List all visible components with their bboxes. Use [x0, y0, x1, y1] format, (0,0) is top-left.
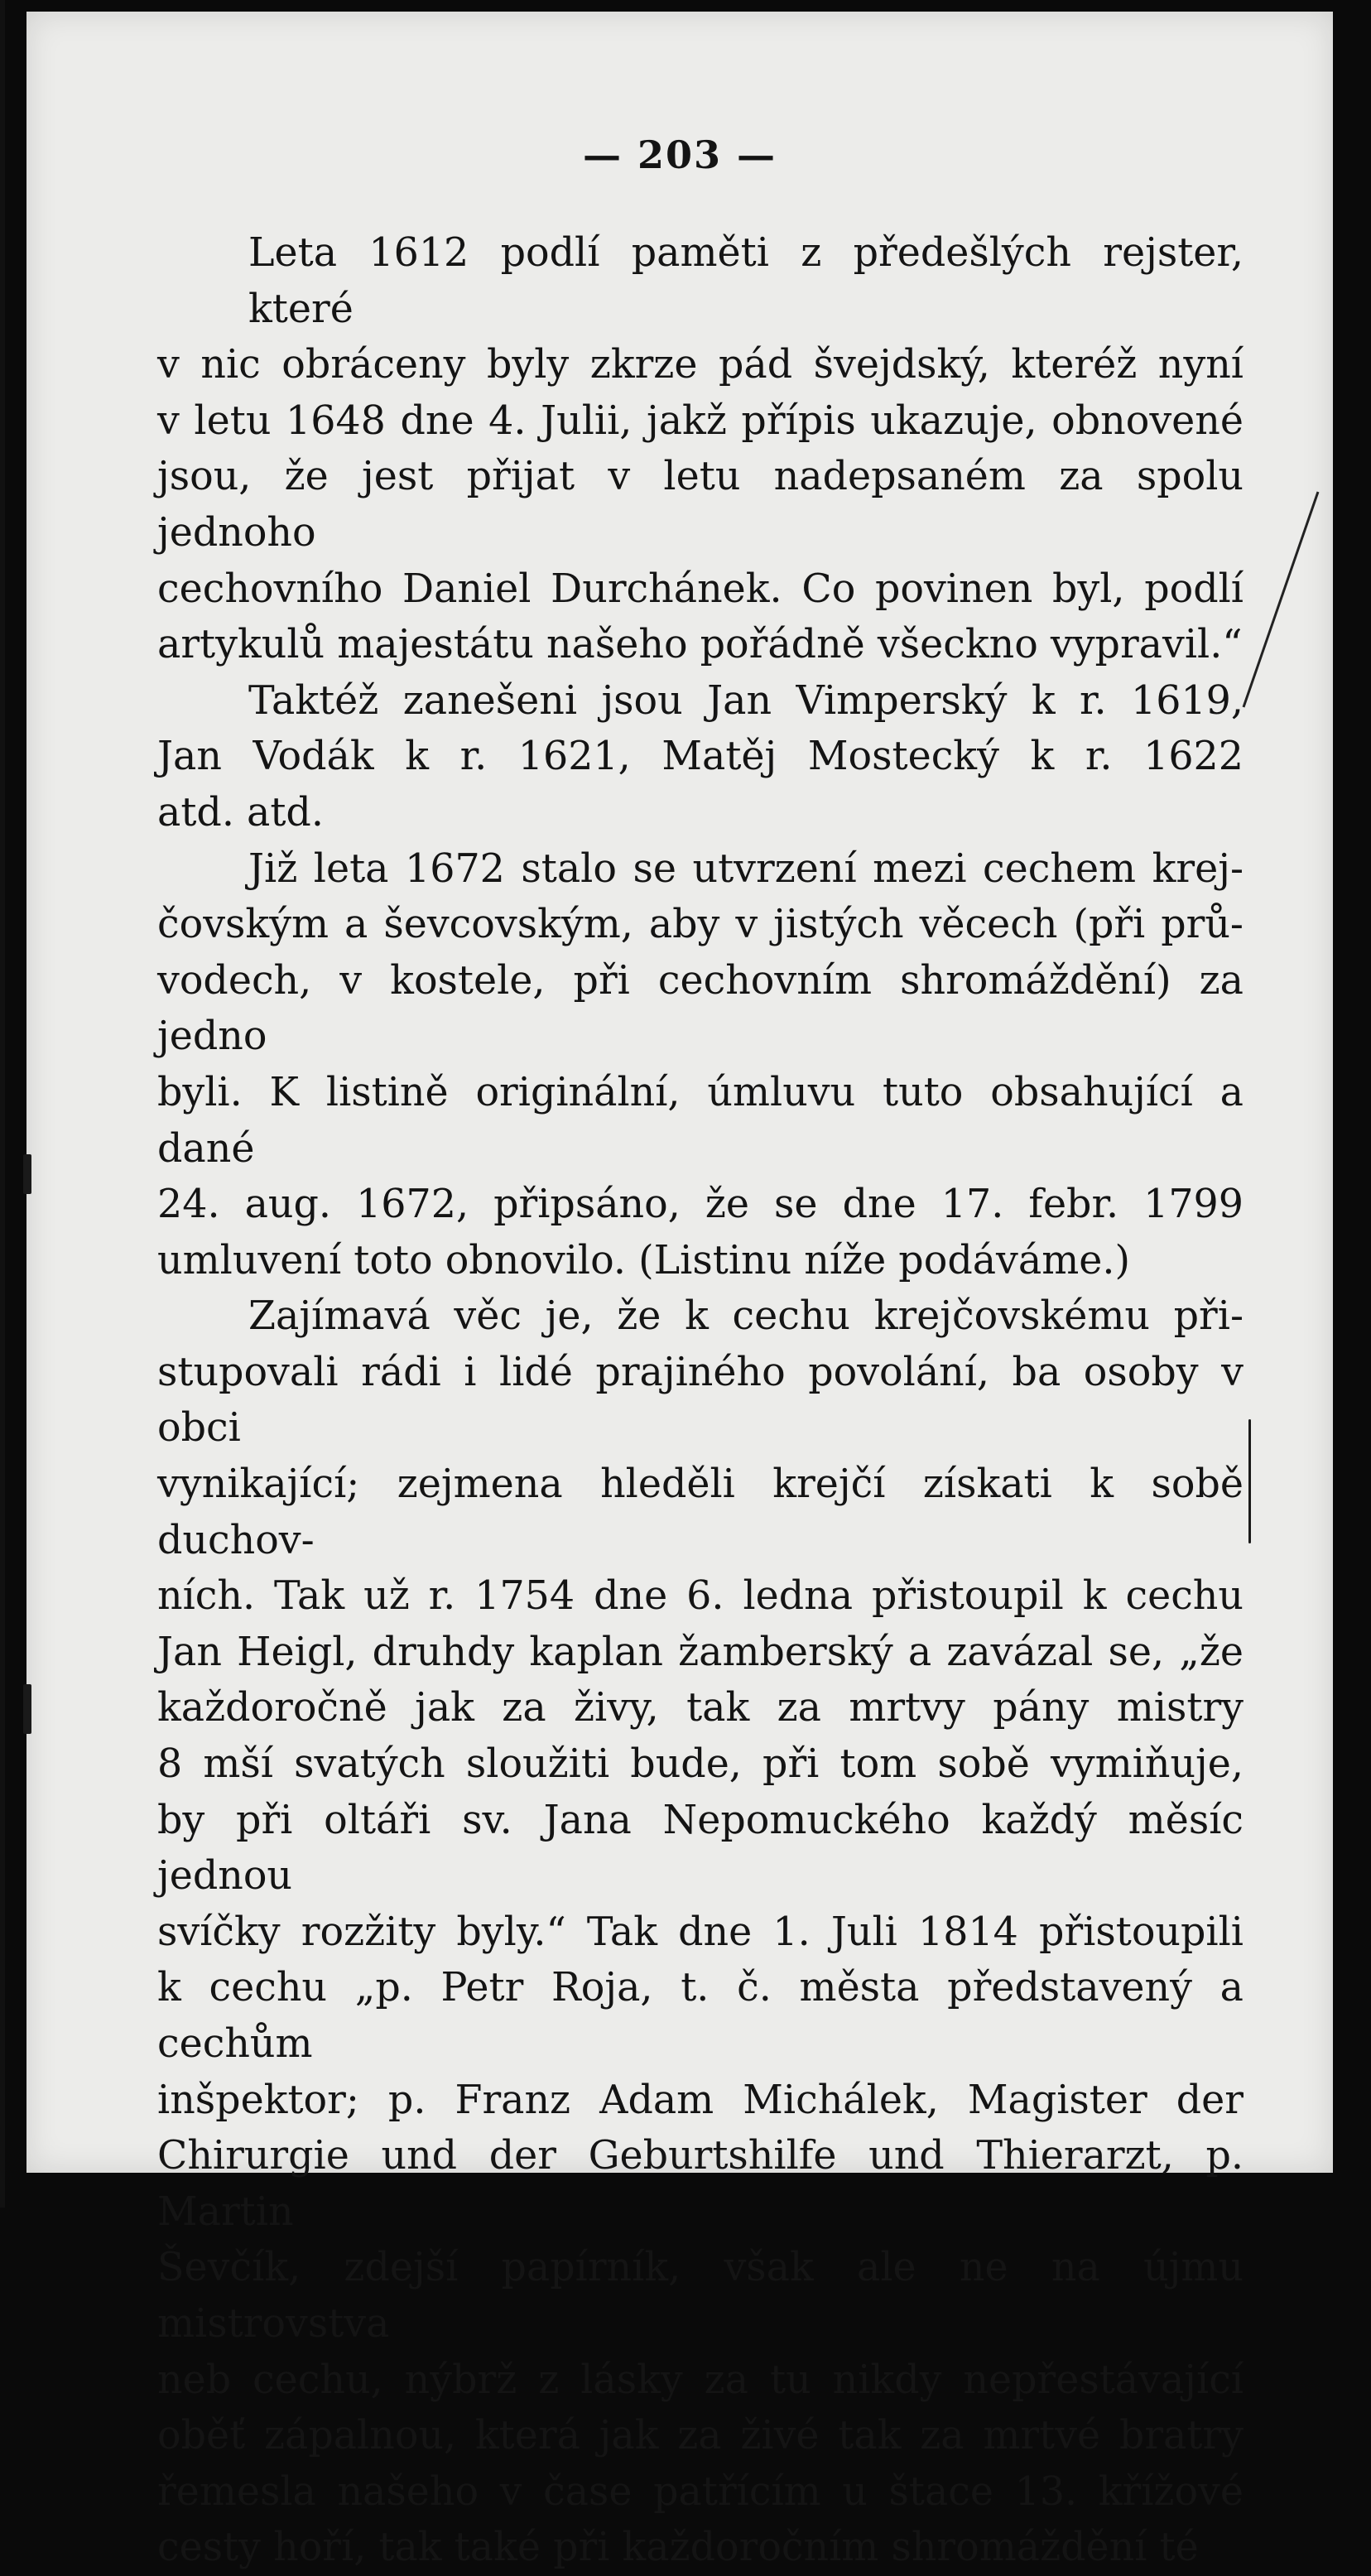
paragraph	[157, 1288, 1244, 2576]
margin-stroke	[1235, 484, 1326, 715]
text-line: byli. K listině originální, úmluvu tuto obsahující a dané	[157, 1069, 1244, 1172]
margin-mark	[23, 1684, 31, 1734]
margin-mark	[1248, 1419, 1251, 1543]
scan-edge-left	[0, 0, 5, 2208]
text-line: neb cechu, nýbrž z lásky za tu nikdy nepřestávající	[157, 2357, 1244, 2403]
text-line: v letu 1648 dne 4. Julii, jakž přípis ukazuje, obnovené	[157, 397, 1244, 444]
text-line: Chirurgie und der Geburtshilfe und Thierarzt, p. Martin	[157, 2133, 1244, 2235]
text-line: jsou, že jest přijat v letu nadepsaném za spolu jednoho	[157, 454, 1244, 556]
text-line: v nic obráceny byly zkrze pád švejdský, kteréž nyní	[157, 342, 1244, 388]
text-line: Ševčík, zdejší papírník, však ale ne na újmu mistrovstva	[157, 2245, 1244, 2347]
text-line: čovským a ševcovským, aby v jistých věcech (při prů-	[157, 902, 1244, 948]
text-line: vodech, v kostele, při cechovním shromáždění) za jedno	[157, 957, 1244, 1060]
text-line: ních. Tak už r. 1754 dne 6. ledna přistoupil k cechu	[157, 1573, 1244, 1620]
margin-mark	[23, 1154, 31, 1194]
text-line: atd. atd.	[157, 789, 324, 835]
paragraph	[157, 673, 1244, 841]
scan-edge-right	[1346, 0, 1371, 2208]
text-line: Již leta 1672 stalo se utvrzení mezi cechem krej-	[248, 845, 1244, 892]
text-line: cechovního Daniel Durchánek. Co povinen byl, podlí	[157, 566, 1244, 612]
text-line: Jan Vodák k r. 1621, Matěj Mostecký k r. 1622	[157, 734, 1244, 780]
text-line: k cechu „p. Petr Roja, t. č. města představený a cechům	[157, 1965, 1244, 2067]
book-page	[26, 12, 1333, 2571]
page-number: — 203 —	[582, 132, 777, 177]
text-line: řemesla našeho v čase patřícím u štace 13. křížové	[157, 2468, 1244, 2515]
text-line: stupovali rádi i lidé prajiného povolání, ba osoby v obci	[157, 1349, 1244, 1452]
paragraph	[157, 841, 1244, 1289]
body-text	[157, 225, 1244, 2576]
text-line: 8 mší svatých sloužiti bude, při tom sobě vymiňuje,	[157, 1741, 1244, 1788]
text-line: inšpektor; p. Franz Adam Michálek, Magister der	[157, 2077, 1244, 2123]
text-line: oběť zápalnou, která jak za živé tak za mrtvé bratry	[157, 2413, 1244, 2459]
text-line: by při oltáři sv. Jana Nepomuckého každý měsíc jednou	[157, 1797, 1244, 1899]
text-line: umluvení toto obnovilo. (Listinu níže podáváme.)	[157, 1237, 1130, 1283]
text-line: artykulů majestátu našeho pořádně všeckno vypravil.“	[157, 622, 1243, 668]
text-line: každoročně jak za živy, tak za mrtvy pány mistry	[157, 1685, 1244, 1731]
text-line: Leta 1612 podlí paměti z předešlých rejster, které	[248, 230, 1244, 332]
text-line: Taktéž zanešeni jsou Jan Vimperský k r. 1619,	[248, 677, 1244, 724]
text-line: Jan Heigl, druhdy kaplan žamberský a zavázal se, „že	[157, 1629, 1244, 1675]
text-line: vynikající; zejmena hleděli krejčí získati k sobě duchov-	[157, 1461, 1244, 1563]
text-line: svíčky rozžity byly.“ Tak dne 1. Juli 1814 přistoupili	[157, 1909, 1244, 1955]
text-line: 24. aug. 1672, připsáno, že se dne 17. febr. 1799	[157, 1182, 1244, 1228]
text-line: cesty hoří, tak také při každoročním shromáždění té	[157, 2525, 1199, 2571]
paragraph	[157, 225, 1244, 673]
text-line: Zajímavá věc je, že k cechu krejčovskému při-	[248, 1293, 1244, 1340]
